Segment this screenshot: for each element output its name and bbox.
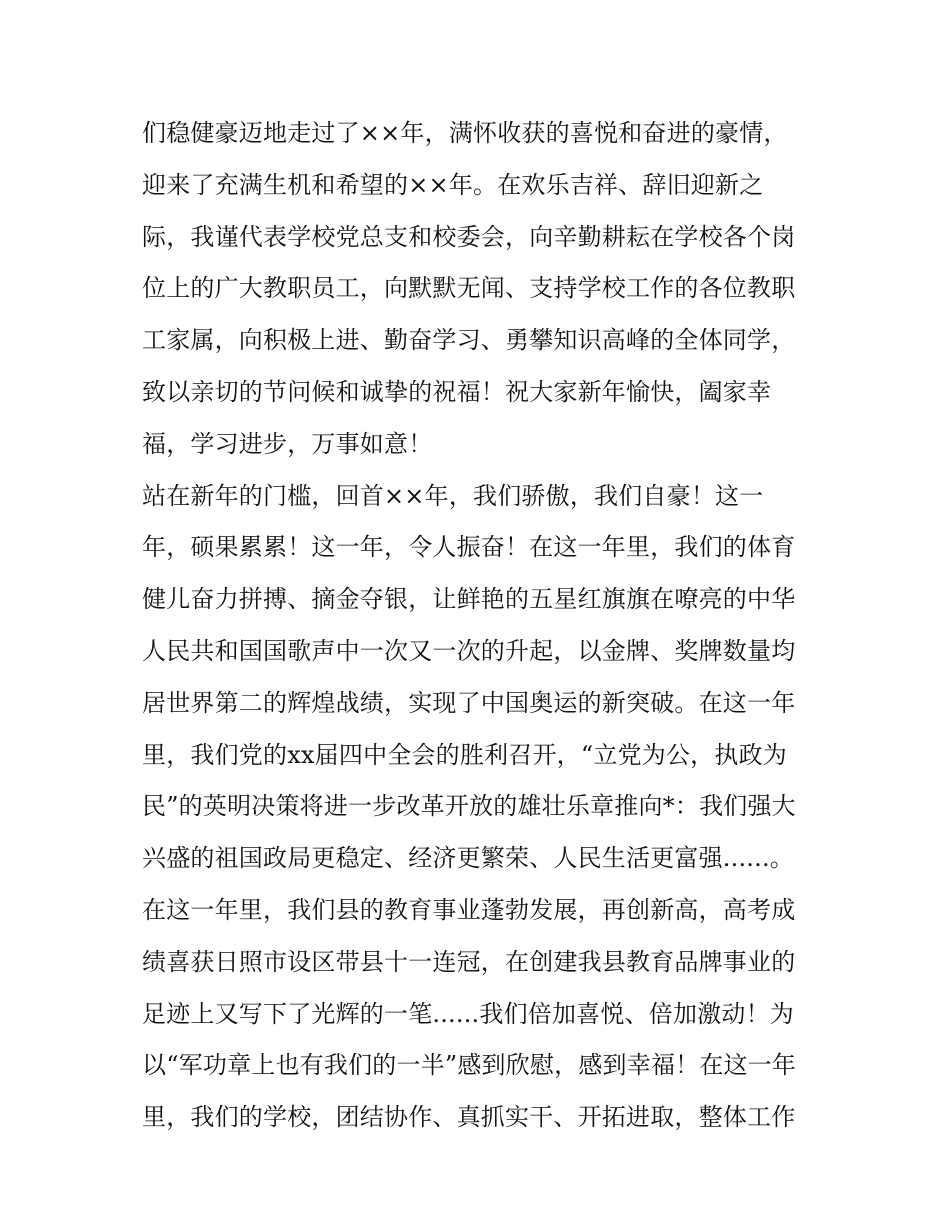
- text-line: 足迹上又写下了光辉的一笔......我们倍加喜悦、倍加激动！为: [142, 999, 794, 1028]
- text-line: 以“军功章上也有我们的一半”感到欣慰，感到幸福！在这一年: [142, 1051, 797, 1080]
- text-line: 站在新年的门槛，回首××年，我们骄傲，我们自豪！这一: [142, 481, 764, 510]
- text-line: 民”的英明决策将进一步改革开放的雄壮乐章推向*：我们强大: [142, 792, 796, 821]
- text-line: 年，硕果累累！这一年，令人振奋！在这一年里，我们的体育: [142, 533, 796, 562]
- text-line: 人民共和国国歌声中一次又一次的升起，以金牌、奖牌数量均: [142, 636, 796, 665]
- text-line: 位上的广大教职员工，向默默无闻、支持学校工作的各位教职: [142, 274, 796, 303]
- text-line: 兴盛的祖国政局更稳定、经济更繁荣、人民生活更富强......。: [142, 844, 794, 873]
- text-line: 里，我们党的xx届四中全会的胜利召开，“立党为公，执政为: [142, 740, 787, 769]
- text-line: 绩喜获日照市设区带县十一连冠，在创建我县教育品牌事业的: [142, 947, 796, 976]
- text-line: 迎来了充满生机和希望的××年。在欢乐吉祥、辞旧迎新之: [142, 170, 764, 199]
- text-line: 里，我们的学校，团结协作、真抓实干、开拓进取，整体工作: [142, 1103, 796, 1132]
- body-text: [142, 108, 842, 1144]
- text-line: 际，我谨代表学校党总支和校委会，向辛勤耕耘在学校各个岗: [142, 222, 796, 251]
- text-line: 居世界第二的辉煌战绩，实现了中国奥运的新突破。在这一年: [142, 688, 796, 717]
- text-line: 健儿奋力拼搏、摘金夺银，让鲜艳的五星红旗旗在嘹亮的中华: [142, 585, 796, 614]
- text-line: 在这一年里，我们县的教育事业蓬勃发展，再创新高，高考成: [142, 895, 796, 924]
- text-line: 福，学习进步，万事如意！: [142, 429, 433, 458]
- text-line: 致以亲切的节问候和诚挚的祝福！祝大家新年愉快，阖家幸: [142, 377, 772, 406]
- text-line: 工家属，向积极上进、勤奋学习、勇攀知识高峰的全体同学，: [142, 326, 796, 355]
- text-line: 们稳健豪迈地走过了××年，满怀收获的喜悦和奋进的豪情，: [142, 119, 788, 147]
